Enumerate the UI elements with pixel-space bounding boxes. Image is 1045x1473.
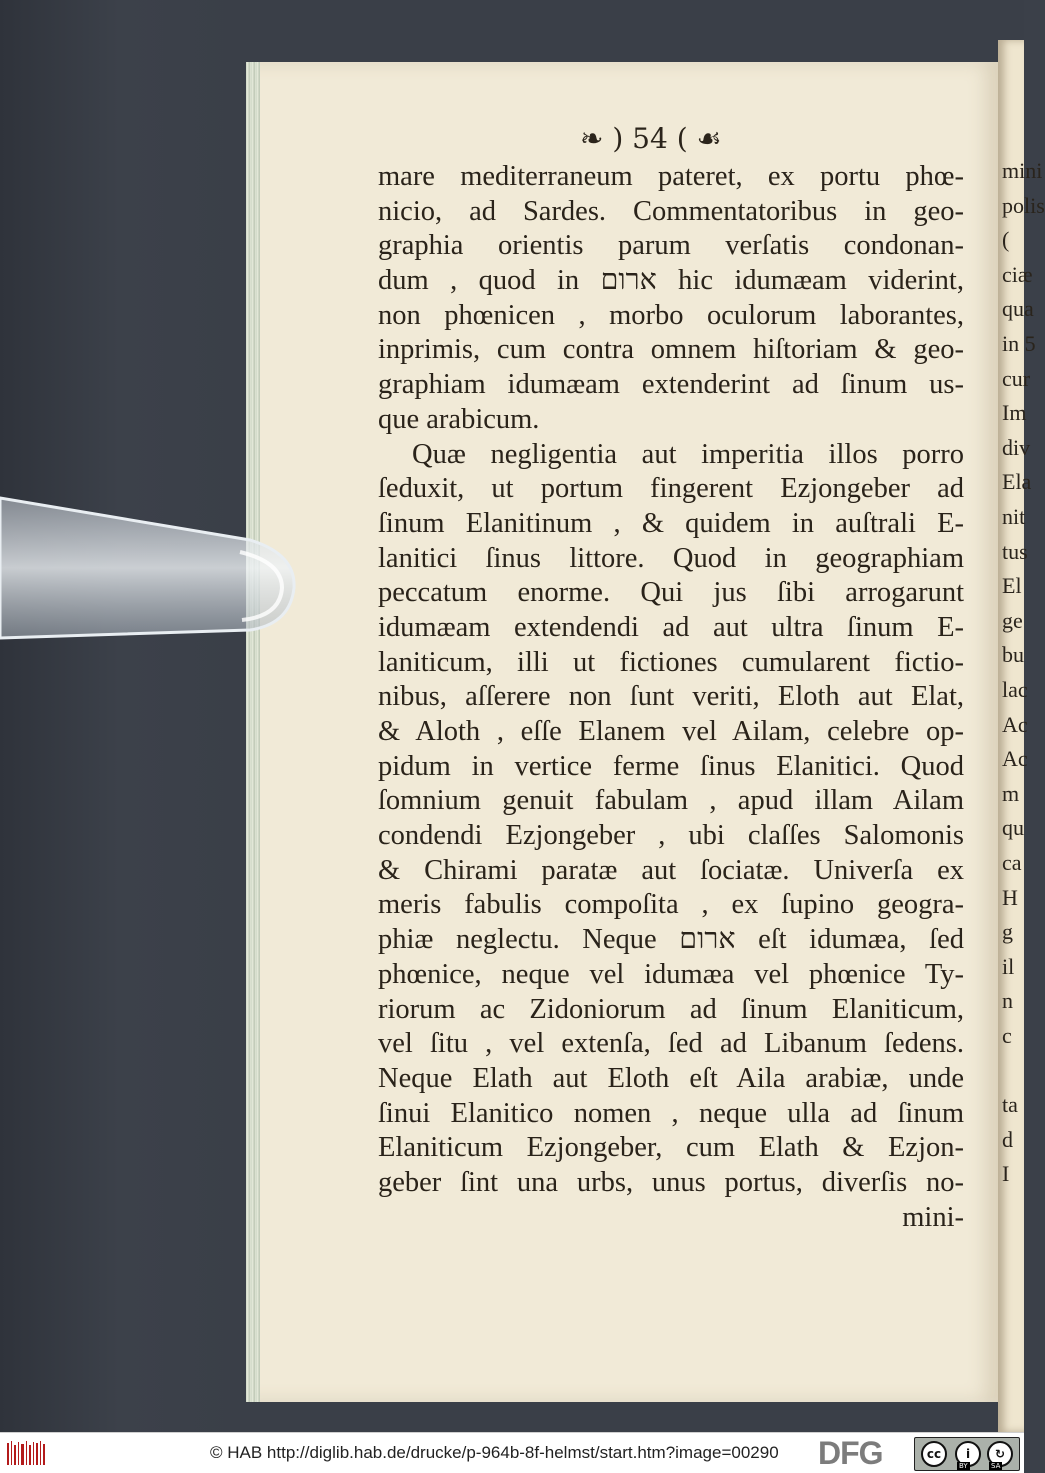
next-page-fragment: m [1002, 780, 1020, 806]
text-line: Neque Elath aut Eloth eſt Aila arabiæ, unde [378, 1062, 964, 1094]
page-header-pagination: ❧ ) 54 ( ☙ [580, 122, 722, 155]
page-body-text [378, 160, 964, 1235]
next-page-fragment: qua [1002, 296, 1034, 322]
text-line: idumæam extendendi ad aut ultra ſinum E- [378, 611, 964, 643]
text-line: riorum ac Zidoniorum ad ſinum Elaniticum, [378, 993, 964, 1025]
barcode-icon [6, 1439, 46, 1467]
cc-license-badge[interactable] [914, 1437, 1020, 1471]
page-fore-edge [246, 62, 260, 1402]
text-line: condendi Ezjongeber , ubi claſſes Salomonis [378, 820, 964, 852]
text-line: meris fabulis compoſita , ex ſupino geogra- [378, 889, 964, 921]
viewer-footer [0, 1432, 1024, 1473]
text-line: peccatum enorme. Qui jus ſibi arrogarunt [378, 577, 964, 609]
text-line: lanitici ſinus littore. Quod in geographiam [378, 542, 964, 574]
text-line: phœnice, neque vel idumæa vel phœnice Ty- [378, 958, 964, 990]
next-page-fragment: Im [1002, 400, 1027, 426]
next-page-fragment: in 5 [1002, 331, 1036, 356]
next-page-fragment: c [1002, 1023, 1012, 1048]
text-line: graphiam idumæam extenderint ad ſinum us- [378, 369, 964, 401]
text-line: Elaniticum Ezjongeber, cum Elath & Ezjon- [378, 1132, 964, 1164]
text-line: & Aloth , eſſe Elanem vel Ailam, celebre op- [378, 716, 964, 747]
next-page-fragment: Ac [1002, 711, 1028, 737]
next-page-fragment: ciæ [1002, 261, 1033, 287]
next-page-fragment: El [1002, 573, 1022, 599]
text-line: graphia orientis parum verſatis condonan- [378, 230, 964, 262]
text-line: Quæ negligentia aut imperitia illos porro [412, 438, 964, 470]
text-line: nicio, ad Sardes. Commentatoribus in geo- [378, 195, 964, 227]
next-page-fragment: ge [1002, 607, 1023, 633]
plastic-page-clip [0, 492, 296, 642]
copyright-link[interactable]: © HAB http://diglib.hab.de/drucke/p-964b-8f-helmst/start.htm?image=00290 [210, 1443, 779, 1462]
text-line: ſinui Elanitico nomen , neque ulla ad ſinum [378, 1097, 964, 1129]
next-page-fragment: cur [1002, 365, 1031, 391]
next-page-fragment: Ac [1002, 746, 1028, 772]
next-page-edge [998, 40, 1045, 1432]
text-line: inprimis, cum contra omnem hiſtoriam & geo- [378, 334, 964, 366]
text-line: geber ſint una urbs, unus portus, diverſis no- [378, 1166, 964, 1198]
text-line: pidum in vertice ferme ſinus Elanitici. Quod [378, 750, 964, 782]
next-page-fragment: mini [1002, 158, 1043, 183]
by-person-icon: i [955, 1441, 981, 1467]
text-line: nibus, aſſerere non ſunt veriti, Eloth aut Elat, [378, 681, 964, 713]
next-page-fragment: d [1002, 1126, 1013, 1152]
text-line: dum , quod in ארום hic idumæam viderint, [378, 265, 964, 297]
next-page-fragment: ( [1002, 227, 1010, 253]
next-page-fragment: H [1002, 884, 1018, 910]
next-page-fragment: il [1002, 953, 1015, 979]
next-page-fragment: I [1002, 1161, 1010, 1187]
text-line: ſeduxit, ut portum fingerent Ezjongeber ad [378, 473, 964, 505]
text-line: & Chirami paratæ aut ſociatæ. Univerſa ex [378, 854, 964, 886]
next-page-fragment: div [1002, 434, 1031, 460]
next-page-fragment: ta [1002, 1092, 1018, 1118]
text-line: que arabicum. [378, 403, 540, 435]
next-page-fragment: lac [1002, 677, 1028, 702]
next-page-fragment: nit [1002, 504, 1026, 529]
next-page-fragment: bu [1002, 642, 1024, 668]
license-sa-label: SA [991, 1462, 1001, 1470]
next-page-fragment: n [1002, 988, 1013, 1014]
cc-icon: cc [921, 1441, 947, 1467]
next-page-fragment: g [1002, 919, 1013, 945]
next-page-fragment: ca [1002, 850, 1022, 875]
sa-share-alike-icon: ↻ [987, 1441, 1013, 1467]
catchword: mini- [902, 1201, 964, 1233]
dfg-logo: DFG [818, 1435, 883, 1471]
text-line: ſinum Elanitinum , & quidem in auſtrali E- [378, 507, 964, 539]
text-line: phiæ neglectu. Neque ארום eſt idumæa, ſed [378, 924, 964, 956]
text-line: vel ſitu , vel extenſa, ſed ad Libanum ſedens. [378, 1028, 964, 1060]
text-line: mare mediterraneum pateret, ex portu phœ- [378, 161, 964, 192]
text-line: non phœnicen , morbo oculorum laborantes, [378, 299, 964, 331]
license-by-label: BY [959, 1462, 968, 1470]
next-page-fragment: Ela [1002, 469, 1032, 495]
text-line: ſomnium genuit fabulam , apud illam Ailam [378, 785, 964, 817]
next-page-fragment: qu [1002, 815, 1024, 841]
next-page-fragment: tus [1002, 538, 1028, 564]
next-page-fragment: polis [1002, 192, 1045, 218]
text-line: laniticum, illi ut fictiones cumularent fictio- [378, 646, 964, 678]
